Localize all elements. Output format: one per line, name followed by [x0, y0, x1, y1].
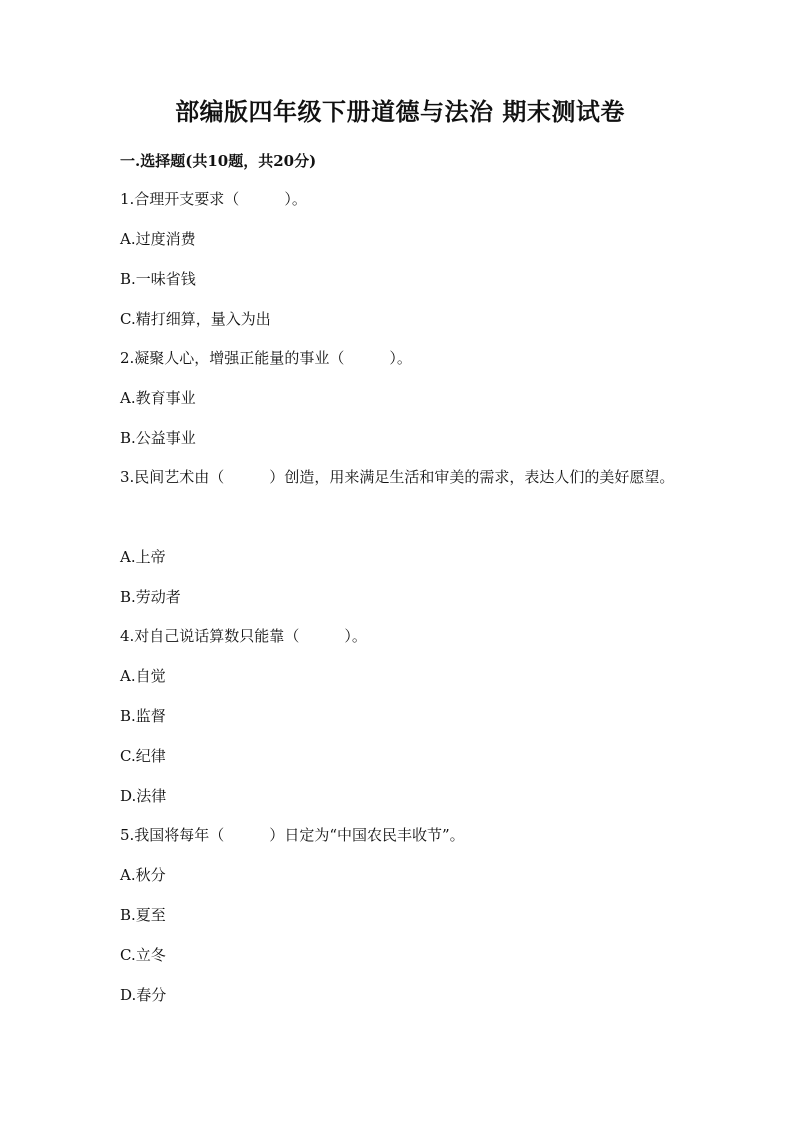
question-4-stem: 4.对自己说话算数只能靠（ ）。 [120, 627, 367, 645]
question-1-option-c: C.精打细算，量入为出 [120, 310, 271, 328]
question-4-option-a: A.自觉 [120, 667, 166, 685]
question-5-option-d: D.春分 [120, 986, 167, 1004]
question-5-option-b: B.夏至 [120, 906, 166, 924]
question-5-option-c: C.立冬 [120, 946, 166, 964]
question-3-option-b: B.劳动者 [120, 588, 181, 606]
question-1-stem: 1.合理开支要求（ ）。 [120, 190, 307, 208]
page-title: 部编版四年级下册道德与法治 期末测试卷 [175, 97, 625, 126]
question-1-option-a: A.过度消费 [120, 230, 196, 248]
question-2-stem: 2.凝聚人心，增强正能量的事业（ ）。 [120, 349, 412, 367]
question-3-stem: 3.民间艺术由（ ）创造，用来满足生活和审美的需求，表达人们的美好愿望。 [120, 468, 675, 486]
question-4-option-d: D.法律 [120, 787, 167, 805]
section-heading: 一.选择题(共10题，共20分) [120, 152, 317, 170]
question-5-option-a: A.秋分 [120, 866, 166, 884]
question-3-option-a: A.上帝 [120, 548, 166, 566]
question-2-option-b: B.公益事业 [120, 429, 196, 447]
question-2-option-a: A.教育事业 [120, 389, 196, 407]
question-4-option-c: C.纪律 [120, 747, 166, 765]
question-4-option-b: B.监督 [120, 707, 166, 725]
question-1-option-b: B.一味省钱 [120, 270, 196, 288]
question-5-stem: 5.我国将每年（ ）日定为“中国农民丰收节”。 [120, 826, 465, 844]
